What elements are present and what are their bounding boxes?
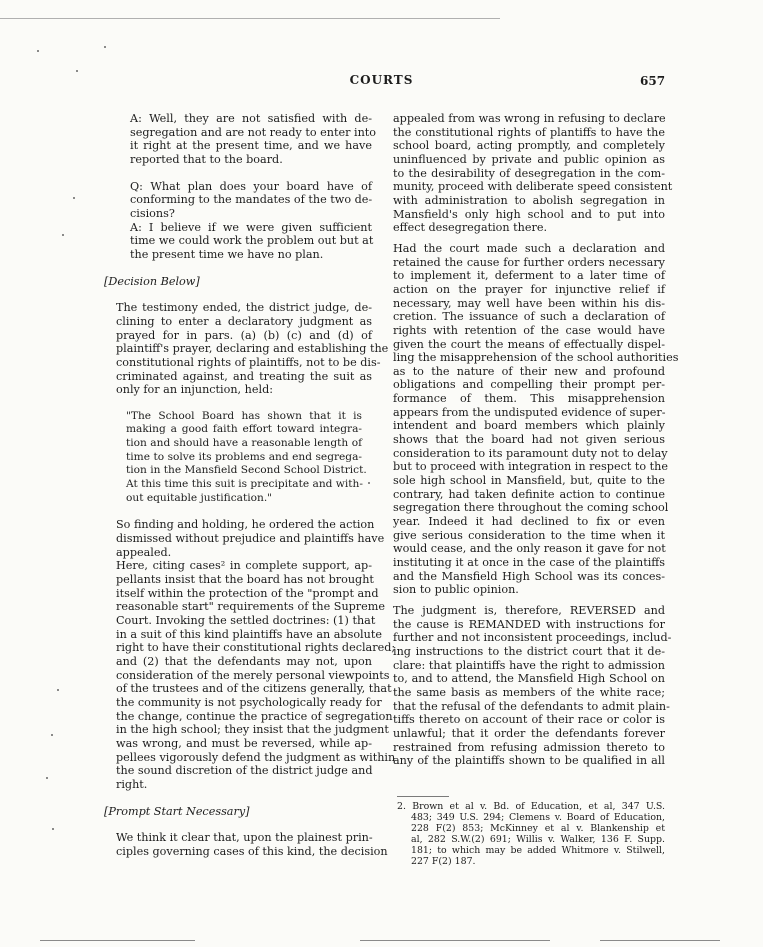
block-quote (126, 409, 367, 506)
text-line: instituting it at once in the case of the plaintiffs (393, 556, 665, 569)
text-line: consideration to its paramount duty not to delay (393, 446, 668, 460)
paragraph (393, 603, 672, 768)
text-line: The testimony ended, the district judge, de- (116, 301, 372, 315)
bottom-edge-rule (40, 940, 195, 941)
text-line: A: I believe if we were given sufficient (130, 220, 372, 234)
text-line: Court. Invoking the settled doctrines: (1) that (116, 614, 376, 627)
bottom-edge-rule (360, 940, 550, 941)
text-line: The judgment is, therefore, REVERSED and (393, 603, 665, 617)
scan-speck (37, 50, 39, 52)
text-line: the constitutional rights of plantiffs to have the (393, 125, 665, 139)
text-line: pellants insist that the board has not brought (116, 573, 374, 587)
text-line: 227 F(2) 187. (411, 856, 476, 867)
paragraph (393, 241, 679, 597)
paragraph (116, 559, 396, 791)
text-line: 2. Brown et al v. Bd. of Education, et al, 347 U.S. (397, 801, 665, 812)
text-line: 181; to which may be added Whitmore v. Stilwell, (411, 845, 665, 856)
text-line: Mansfield's only high school and to put into (393, 207, 665, 221)
paragraph (116, 221, 372, 262)
scan-speck (368, 482, 370, 484)
text-line: necessary, may well have been within his dis- (393, 296, 665, 310)
text-line: Here, citing cases² in complete support, ap- (116, 559, 372, 573)
text-line: restrained from refusing admission thereto to (393, 740, 665, 754)
text-line: ciples governing cases of this kind, the decision (116, 844, 388, 858)
section-heading: [Decision Below] (104, 274, 200, 288)
text-line: effect desegregation there. (393, 221, 548, 235)
text-line: ing instructions to the district court that it de- (393, 644, 665, 658)
scan-speck (73, 197, 75, 199)
text-line: Q: What plan does your board have of (130, 179, 372, 193)
text-line: rights with retention of the case would have (393, 323, 665, 337)
text-line: pellees vigorously defend the judgment as within (116, 750, 396, 764)
footnote (397, 801, 665, 867)
text-line: segregation and are not ready to enter into (130, 125, 376, 139)
text-line: the change, continue the practice of segregation (116, 709, 393, 723)
text-line: constitutional rights of plaintiffs, not to be dis- (116, 355, 381, 369)
text-line: the sound discretion of the district judge and (116, 764, 373, 778)
text-line: right to have their constitutional rights declared; (116, 641, 396, 655)
text-line: reported that to the board. (130, 152, 283, 166)
text-line: criminated against, and treating the suit as (116, 369, 372, 383)
text-line: given the court the means of effectually dispel- (393, 337, 665, 351)
text-line: right. (116, 777, 148, 791)
text-line: to implement it, deferment to a later time of (393, 269, 665, 283)
text-line: sion to public opinion. (393, 583, 519, 597)
running-title: COURTS (349, 73, 414, 87)
text-line: appealed from was wrong in refusing to declare (393, 112, 666, 125)
right-column (393, 112, 679, 768)
text-line: reasonable start" requirements of the Supreme (116, 600, 386, 614)
text-line: but to proceed with integration in respect to the (393, 460, 668, 474)
text-line: to the desirability of desegregation in the com- (393, 166, 665, 180)
text-line: "The School Board has shown that it is (126, 409, 362, 422)
text-line: Had the court made such a declaration and (393, 241, 665, 255)
section-heading: [Prompt Start Necessary] (104, 804, 250, 818)
text-line: At this time this suit is precipitate and with- (126, 478, 363, 491)
text-line: in a suit of this kind plaintiffs have an absolute (116, 627, 382, 641)
page-number: 657 (640, 74, 666, 88)
paragraph (116, 518, 385, 559)
text-line: tion and should have a reasonable length of (126, 437, 362, 450)
text-line: would cease, and the only reason it gave for not (393, 542, 666, 556)
text-line: contrary, had taken definite action to continue (393, 487, 665, 501)
text-line: give serious consideration to the time when it (393, 528, 665, 542)
text-line: cisions? (130, 206, 175, 220)
text-line: with administration to abolish segregation in (393, 193, 665, 207)
text-line: itself within the protection of the "prompt and (116, 586, 379, 600)
text-line: the cause is REMANDED with instructions for (393, 617, 665, 631)
text-line: in the high school; they insist that the judgment (116, 723, 389, 737)
scan-speck (52, 828, 54, 830)
text-line: cretion. The issuance of such a declaration of (393, 310, 665, 324)
text-line: intendent and board members which plainly (393, 419, 665, 433)
text-line: sole high school in Mansfield, but, quite to the (393, 474, 665, 488)
scan-speck (51, 734, 53, 736)
text-line: 228 F(2) 853; McKinney et al v. Blankenship et (411, 823, 665, 834)
bottom-edge-rule (600, 940, 720, 941)
text-line: 483; 349 U.S. 294; Clemens v. Board of Education, (411, 812, 665, 823)
text-line: dismissed without prejudice and plaintiffs have (116, 532, 385, 546)
text-line: tion in the Mansfield Second School District. (126, 464, 367, 477)
text-line: that the refusal of the defendants to admit plain- (393, 699, 670, 713)
scan-speck (62, 234, 64, 236)
text-line: prayed for in pars. (a) (b) (c) and (d) of (116, 328, 372, 342)
scan-speck (46, 777, 48, 779)
text-line: the present time we have no plan. (130, 247, 324, 261)
text-line: obligations and compelling their prompt per- (393, 378, 665, 392)
text-line: uninfluenced by private and public opinion as (393, 152, 665, 166)
text-line: appears from the undisputed evidence of super- (393, 405, 666, 419)
paragraph (116, 301, 389, 397)
text-line: further and not inconsistent proceedings, includ- (393, 631, 672, 645)
paragraph (116, 112, 376, 167)
text-line: making a good faith effort toward integra- (126, 423, 362, 436)
paragraph (116, 831, 388, 858)
text-line: time to solve its problems and end segrega- (126, 450, 362, 463)
text-line: and (2) that the defendants may not, upon (116, 654, 372, 668)
text-line: the same basis as members of the white race; (393, 685, 665, 699)
text-line: appealed. (116, 545, 172, 559)
text-line: as to the nature of their new and profound (393, 364, 665, 378)
text-line: and the Mansfield High School was its conces- (393, 569, 665, 583)
text-line: any of the plaintiffs shown to be qualified in all (393, 754, 665, 768)
text-line: segregation there throughout the coming school (393, 501, 669, 515)
text-line: al, 282 S.W.(2) 691; Willis v. Walker, 136 F. Supp. (411, 834, 665, 845)
text-line: ling the misapprehension of the school authorities (393, 351, 679, 365)
text-line: clare: that plaintiffs have the right to admission (393, 658, 665, 672)
paragraph (116, 180, 372, 221)
text-line: unlawful; that it order the defendants forever (393, 726, 665, 740)
text-line: formance of them. This misapprehension (393, 392, 665, 406)
left-column (104, 112, 396, 859)
text-line: of the trustees and of the citizens generally, that (116, 682, 392, 696)
text-line: school board, acting promptly, and completely (393, 139, 665, 153)
text-line: conforming to the mandates of the two de- (130, 193, 373, 207)
text-line: time we could work the problem out but at (130, 234, 374, 248)
text-line: A: Well, they are not satisfied with de- (130, 112, 372, 125)
top-edge-rule (0, 18, 500, 19)
text-line: only for an injunction, held: (116, 383, 273, 397)
text-line: action on the prayer for injunctive relief if (393, 282, 665, 296)
text-line: So finding and holding, he ordered the action (116, 518, 375, 532)
text-line: shows that the board had not given serious (393, 433, 665, 447)
scan-speck (76, 70, 78, 72)
scan-speck (57, 689, 59, 691)
text-line: tiffs thereto on account of their race or color is (393, 713, 665, 727)
text-line: clining to enter a declaratory judgment as (116, 314, 372, 328)
text-line: it right at the present time, and we have (130, 139, 372, 153)
text-line: year. Indeed it had declined to fix or even (393, 515, 665, 529)
text-line: consideration of the merely personal viewpoints (116, 668, 390, 682)
paragraph (393, 112, 673, 235)
text-line: to, and to attend, the Mansfield High School on (393, 672, 665, 686)
scan-speck (104, 46, 106, 48)
text-line: retained the cause for further orders necessary (393, 255, 665, 269)
text-line: munity, proceed with deliberate speed consistent (393, 180, 673, 194)
text-line: was wrong, and must be reversed, while ap- (116, 736, 372, 750)
text-line: the community is not psychologically ready for (116, 695, 382, 709)
text-line: We think it clear that, upon the plainest prin- (116, 831, 373, 845)
text-line: plaintiff's prayer, declaring and establishing the (116, 342, 389, 356)
footnote-rule (397, 796, 449, 797)
text-line: out equitable justification." (126, 491, 273, 504)
